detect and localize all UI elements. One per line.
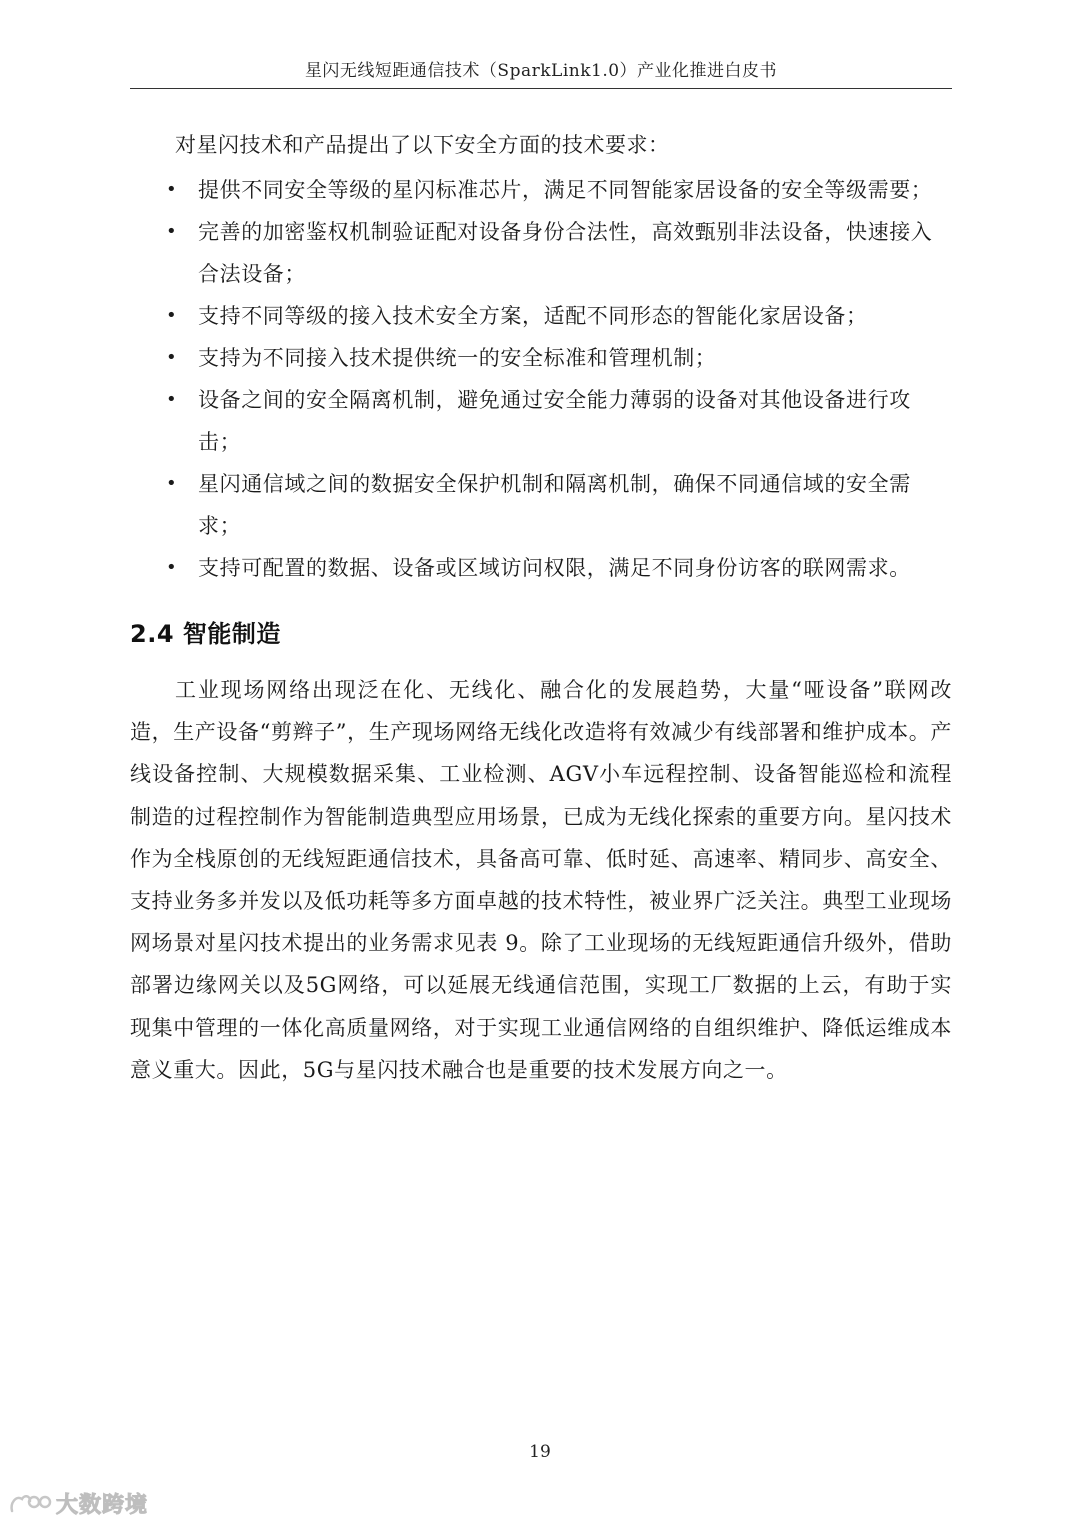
intro-text: 对星闪技术和产品提出了以下安全方面的技术要求： (175, 133, 670, 157)
list-item-text: 设备之间的安全隔离机制，避免通过安全能力薄弱的设备对其他设备进行攻击； (198, 388, 911, 454)
list-item (160, 211, 950, 295)
bullet-icon: • (166, 305, 178, 326)
list-item-text: 提供不同安全等级的星闪标准芯片，满足不同智能家居设备的安全等级需要； (198, 178, 933, 202)
page-header-title: 星闪无线短距通信技术（SparkLink1.0）产业化推进白皮书 (304, 61, 778, 81)
list-item (160, 169, 950, 211)
bullet-icon: • (166, 557, 178, 578)
bullet-icon: • (166, 389, 178, 410)
section-paragraph: 工业现场网络出现泛在化、无线化、融合化的发展趋势，大量“哑设备”联网改造，生产设备“剪辫子”，生产现场网络无线化改造将有效减少有线部署和维护成本。产线设备控制、大规模数据采集、工业检测、AGV小车远程控制、设备智能巡检和流程制造的过程控制作为智能制造典型应用场景，已成为无线化探索的重要方向。星闪技术作为全栈原创的无线短距通信技术，具备高可靠、低时延、高速率、精同步、高安全、支持业务多并发以及低功耗等多方面卓越的技术特性，被业界广泛关注。典型工业现场网场景对星闪技术提出的业务需求见表 9。除了工业现场的无线短距通信升级外，借助部署边缘网关以及5G网络，可以延展无线通信范围，实现工厂数据的上云，有助于实现集中管理的一体化高质量网络，对于实现工业通信网络的自组织维护、降低运维成本意义重大。因此，5G与星闪技术融合也是重要的技术发展方向之一。 (130, 678, 952, 1082)
bullet-icon: • (166, 221, 178, 242)
list-item-text: 支持可配置的数据、设备或区域访问权限，满足不同身份访客的联网需求。 (198, 556, 911, 580)
bullet-icon: • (166, 347, 178, 368)
watermark-text: 大数跨境 (56, 1493, 149, 1518)
list-item (160, 547, 950, 589)
security-requirements-list (160, 169, 950, 589)
list-item (160, 379, 950, 463)
section-heading: 2.4 智能制造 (130, 620, 281, 648)
list-item-text: 完善的加密鉴权机制验证配对设备身份合法性，高效甄别非法设备，快速接入合法设备； (198, 220, 933, 286)
list-item (160, 463, 950, 547)
page-number: 19 (529, 1442, 551, 1462)
bullet-icon: • (166, 179, 178, 200)
logo-icon (8, 1491, 52, 1517)
list-item-text: 支持为不同接入技术提供统一的安全标准和管理机制； (198, 346, 717, 370)
list-item (160, 337, 950, 379)
watermark (8, 1488, 148, 1519)
bullet-icon: • (166, 473, 178, 494)
list-item-text: 支持不同等级的接入技术安全方案，适配不同形态的智能化家居设备； (198, 304, 868, 328)
list-item-text: 星闪通信域之间的数据安全保护机制和隔离机制，确保不同通信域的安全需求； (198, 472, 911, 538)
header-divider (130, 88, 952, 89)
list-item (160, 295, 950, 337)
